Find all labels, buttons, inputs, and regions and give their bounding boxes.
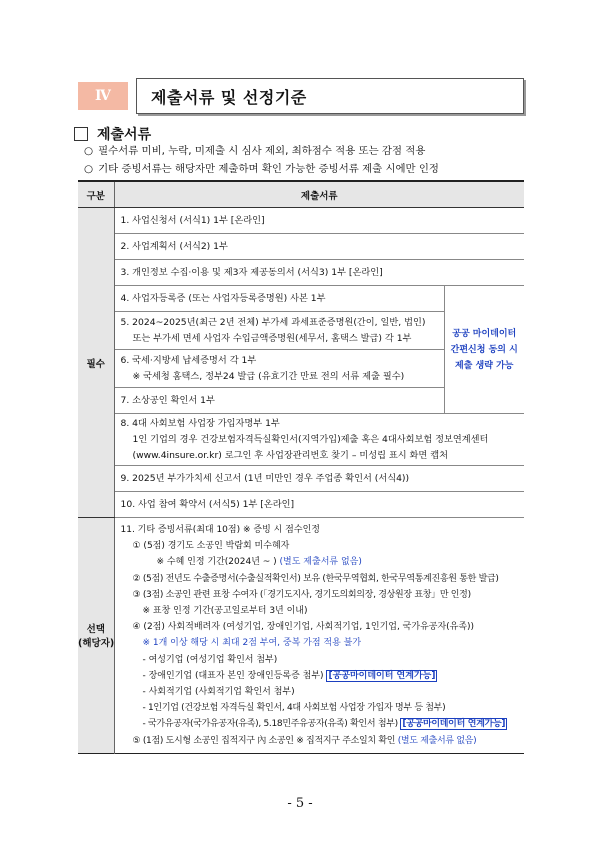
circle-bullet-icon: ○ [84, 145, 94, 157]
table-header-row [78, 181, 524, 208]
table-row [78, 466, 524, 492]
optional-category-cell: 선택 (해당자) [78, 518, 114, 754]
table-row [78, 414, 524, 466]
optional-line: - 장애인기업 (대표자 본인 장애인등록증 첨부) [공공마이데이터 연계가능] [142, 670, 436, 681]
optional-line: ※ 표창 인정 기간(공고일로부터 3년 이내) [142, 606, 308, 617]
column-header-documents: 제출서류 [114, 181, 524, 208]
table-row [78, 260, 524, 286]
mydata-link-badge: [공공마이데이터 연계가능] [328, 670, 436, 681]
bullet-text: 기타 증빙서류는 해당자만 제출하며 확인 가능한 증빙서류 제출 시에만 인정 [98, 163, 439, 175]
documents-table [78, 180, 524, 754]
optional-line: - 여성기업 (여성기업 확인서 첨부) [142, 654, 278, 665]
required-category-cell: 필수 [78, 208, 114, 518]
optional-line: ③ (3점) 소공인 관련 표창 수여자 (「경기도지사, 경기도의회의장, 경상원장 표창」만 인정) [132, 589, 471, 600]
bullet-item [84, 142, 425, 157]
table-row [78, 208, 524, 234]
required-item-1: 1. 사업신청서 (서식1) 1부 [온라인] [114, 208, 524, 234]
required-item-6: 6. 국세·지방세 납세증명서 각 1부 ※ 국세청 홈택스, 정부24 발급 (유효기간 만료 전의 서류 제출 필수) [114, 350, 444, 388]
optional-line: ※ 1개 이상 해당 시 최대 2점 부여, 중복 가점 적용 불가 [142, 638, 362, 649]
required-item-4: 4. 사업자등록증 (또는 사업자등록증명원) 사본 1부 [114, 286, 444, 312]
section-header [78, 78, 524, 114]
required-item-9: 9. 2025년 부가가치세 신고서 (1년 미만인 경우 주업종 확인서 (서식4)) [114, 466, 524, 492]
required-item-8: 8. 4대 사회보험 사업장 가입자명부 1부 1인 기업의 경우 건강보험자격득실확인서(지역가입)제출 혹은 4대사회보험 정보연계센터 (www.4insure.or.kr) 로그인 후 사업장관리번호 찾기 – 미성립 표시 화면 캡처 [114, 414, 524, 466]
optional-line: - 1인기업 (건강보험 자격득실 확인서, 4대 사회보험 사업장 가입자 명부 등 첨부) [142, 703, 446, 714]
subsection-heading [74, 124, 151, 144]
section-title: 제출서류 및 선정기준 [151, 87, 307, 107]
optional-line: ④ (2점) 사회적배려자 (여성기업, 장애인기업, 사회적기업, 1인기업, 국가유공자(유족)) [132, 622, 475, 633]
optional-line: ② (5점) 전년도 수출증명서(수출실적확인서) 보유 (한국무역협회, 한국무역통계진흥원 통한 발급) [132, 573, 499, 584]
required-item-2: 2. 사업계획서 (서식2) 1부 [114, 234, 524, 260]
section-number-badge: Ⅳ [78, 82, 128, 110]
required-item-10: 10. 사업 참여 확약서 (서식5) 1부 [온라인] [114, 492, 524, 518]
checkbox-square-icon [74, 127, 88, 141]
bullet-text: 필수서류 미비, 누락, 미제출 시 심사 제외, 최하점수 적용 또는 감점 적용 [98, 145, 426, 157]
optional-items-cell [114, 518, 524, 754]
required-item-5: 5. 2024~2025년(최근 2년 전체) 부가세 과세표준증명원(간이, 일반, 법인) 또는 부가세 면세 사업자 수입금액증명원(세무서, 홈택스 발급) 각 1부 [114, 312, 444, 350]
required-item-3: 3. 개인정보 수집·이용 및 제3자 제공동의서 (서식3) 1부 [온라인] [114, 260, 524, 286]
optional-line: ⑤ (1점) 도시형 소공인 집적지구 內 소공인 ※ 집적지구 주소일치 확인 (별도 제출서류 없음) [132, 735, 477, 746]
optional-line: 11. 기타 증빙서류(최대 10점) ※ 증빙 시 점수인정 [120, 525, 320, 535]
subsection-title: 제출서류 [97, 127, 152, 143]
bullet-item [84, 160, 439, 175]
table-row [78, 286, 524, 312]
table-row [78, 234, 524, 260]
mydata-link-badge: [공공마이데이터 연계가능] [402, 719, 506, 730]
optional-line: ※ 수혜 인정 기간(2024년 ~ ) (별도 제출서류 없음) [156, 557, 362, 568]
table-row [78, 518, 524, 754]
section-title-box [136, 78, 524, 114]
optional-line: ① (5점) 경기도 소공인 박람회 미수혜자 [132, 541, 290, 552]
column-header-category: 구분 [78, 181, 114, 208]
optional-line: - 국가유공자(국가유공자(유족), 5.18민주유공자(유족) 확인서 첨부) [공공마이데이터 연계가능] [142, 719, 506, 730]
mydata-side-note: 공공 마이데이터 간편신청 동의 시 제출 생략 가능 [444, 286, 524, 414]
optional-line: - 사회적기업 (사회적기업 확인서 첨부) [142, 687, 295, 698]
circle-bullet-icon: ○ [84, 163, 94, 175]
table-row [78, 492, 524, 518]
page-number: - 5 - [287, 796, 313, 811]
required-item-7: 7. 소상공인 확인서 1부 [114, 388, 444, 414]
